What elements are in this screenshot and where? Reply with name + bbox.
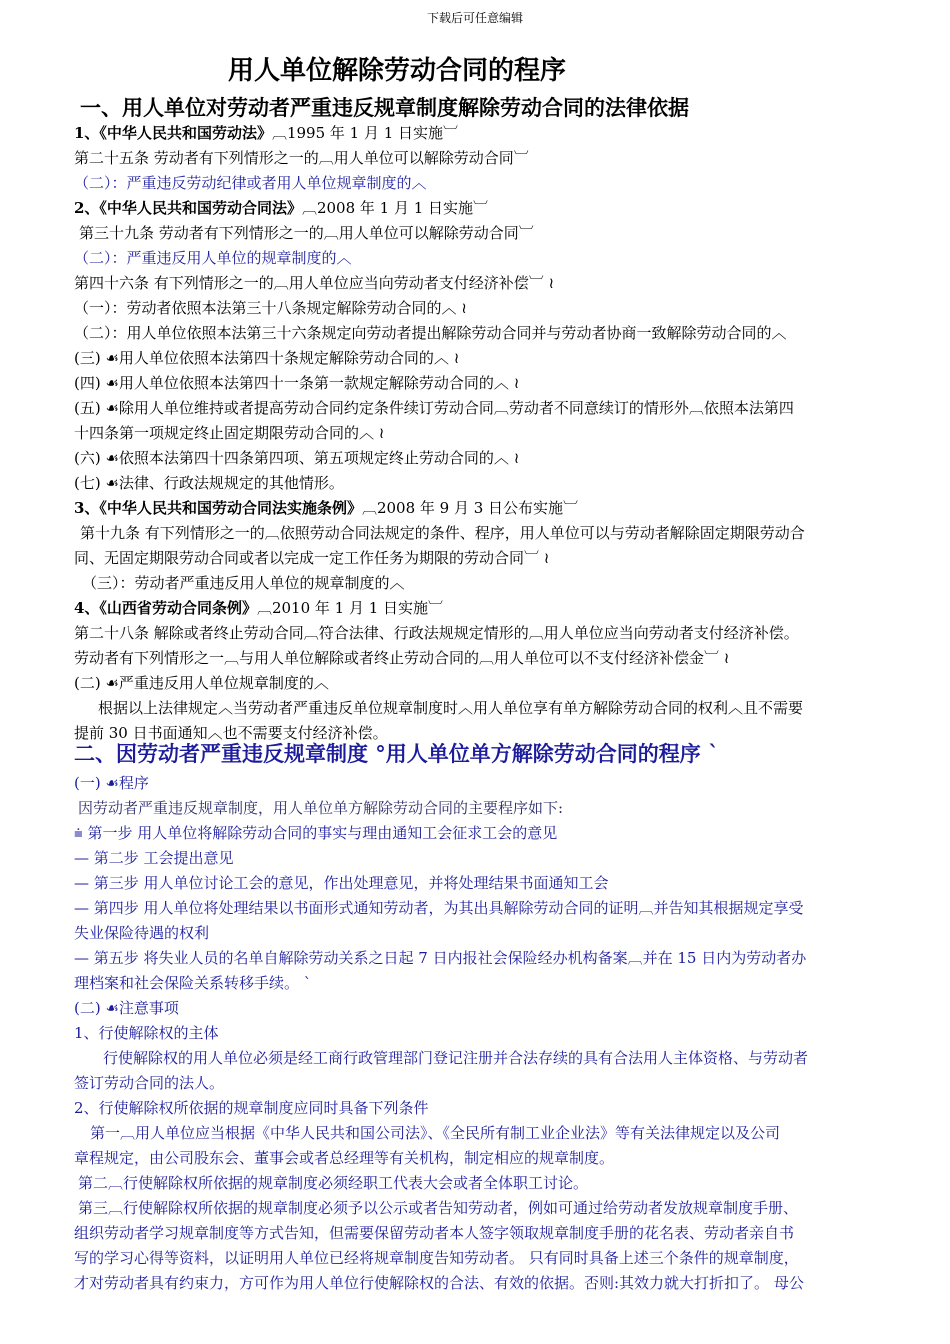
text-line: 失业保险待遇的权利 bbox=[74, 924, 210, 942]
text-line: （一）：劳动者依照本法第三十八条规定解除劳动合同的︿ ≀ bbox=[74, 299, 467, 317]
text-line: 第二十八条 解除或者终止劳动合同︹符合法律、行政法规规定情形的︹用人单位应当向劳动者支付经济补偿。 bbox=[74, 624, 799, 642]
text-line: 因劳动者严重违反规章制度，用人单位单方解除劳动合同的主要程序如下: bbox=[78, 799, 564, 817]
text-line: 2、行使解除权所依据的规章制度应同时具备下列条件 bbox=[74, 1099, 429, 1117]
text-line: 同、无固定期限劳动合同或者以完成一定工作任务为期限的劳动合同︺ ≀ bbox=[74, 549, 550, 567]
text-line: 第一︹用人单位应当根据《中华人民共和国公司法》、《全民所有制工业企业法》等有关法律规定以及公司 bbox=[90, 1124, 781, 1142]
section-1-heading: 一、用人单位对劳动者严重违反规章制度解除劳动合同的法律依据 bbox=[80, 95, 689, 120]
text-line: 3、《中华人民共和国劳动合同法实施条例》︹2008 年 9 月 3 日公布实施︺ bbox=[74, 499, 579, 517]
text-line: ⩧ 第一步 用人单位将解除劳动合同的事实与理由通知工会征求工会的意见 bbox=[74, 824, 558, 842]
text-line: (七) ☙法律、行政法规规定的其他情形。 bbox=[74, 474, 344, 492]
document-title: 用人单位解除劳动合同的程序 bbox=[228, 56, 567, 86]
text-line: 提前 30 日书面通知︿也不需要支付经济补偿。 bbox=[74, 724, 388, 742]
text-line: (二) ☙严重违反用人单位规章制度的︿ bbox=[74, 674, 329, 692]
text-line: 1、行使解除权的主体 bbox=[74, 1024, 219, 1042]
text-line: 十四条第一项规定终止固定期限劳动合同的︿ ≀ bbox=[74, 424, 385, 442]
text-line: 理档案和社会保险关系转移手续。 ˋ bbox=[74, 974, 312, 992]
text-line: （二）：严重违反劳动纪律或者用人单位规章制度的︿ bbox=[74, 174, 427, 192]
text-line: — 第二步 工会提出意见 bbox=[74, 849, 234, 867]
text-line: 第十九条 有下列情形之一的︹依照劳动合同法规定的条件、程序，用人单位可以与劳动者解除固定期限劳动合 bbox=[80, 524, 805, 542]
text-line: 才对劳动者具有约束力，方可作为用人单位行使解除权的合法、有效的依据。否则:其效力就大打折扣了。 母公 bbox=[74, 1274, 804, 1292]
text-line: — 第四步 用人单位将处理结果以书面形式通知劳动者，为其出具解除劳动合同的证明︹并告知其根据规定享受 bbox=[74, 899, 804, 917]
text-line: 写的学习心得等资料，以证明用人单位已经将规章制度告知劳动者。 只有同时具备上述三个条件的规章制度， bbox=[74, 1249, 799, 1267]
text-line: 第二︹行使解除权所依据的规章制度必须经职工代表大会或者全体职工讨论。 bbox=[78, 1174, 589, 1192]
text-line: (二) ☙注意事项 bbox=[74, 999, 179, 1017]
text-line: 2、《中华人民共和国劳动合同法》︹2008 年 1 月 1 日实施︺ bbox=[74, 199, 489, 217]
text-line: （二）：严重违反用人单位的规章制度的︿ bbox=[74, 249, 352, 267]
text-line: 根据以上法律规定︿当劳动者严重违反单位规章制度时︿用人单位享有单方解除劳动合同的权利︿且不需要 bbox=[98, 699, 804, 717]
text-line: 劳动者有下列情形之一︹与用人单位解除或者终止劳动合同的︹用人单位可以不支付经济补偿金︺ ≀ bbox=[74, 649, 730, 667]
text-line: — 第五步 将失业人员的名单自解除劳动关系之日起 7 日内报社会保险经办机构备案︹并在 15 日内为劳动者办 bbox=[74, 949, 807, 967]
text-line: 章程规定，由公司股东会、董事会或者总经理等有关机构，制定相应的规章制度。 bbox=[74, 1149, 615, 1167]
text-line: （二）：用人单位依照本法第三十六条规定向劳动者提出解除劳动合同并与劳动者协商一致解除劳动合同的︿ bbox=[74, 324, 787, 342]
text-line: (五) ☙除用人单位维持或者提高劳动合同约定条件续订劳动合同︹劳动者不同意续订的情形外︹依照本法第四 bbox=[74, 399, 794, 417]
text-line: (三) ☙用人单位依照本法第四十条规定解除劳动合同的︿ ≀ bbox=[74, 349, 460, 367]
text-line: 行使解除权的用人单位必须是经工商行政管理部门登记注册并合法存续的具有合法用人主体资格、与劳动者 bbox=[103, 1049, 809, 1067]
text-line: 第四十六条 有下列情形之一的︹用人单位应当向劳动者支付经济补偿︺ ≀ bbox=[74, 274, 555, 292]
text-line: 4、《山西省劳动合同条例》︹2010 年 1 月 1 日实施︺ bbox=[74, 599, 444, 617]
text-line: (四) ☙用人单位依照本法第四十一条第一款规定解除劳动合同的︿ ≀ bbox=[74, 374, 520, 392]
section-2-heading: 二、因劳动者严重违反规章制度 °用人单位单方解除劳动合同的程序 ˋ bbox=[74, 741, 719, 766]
header-note: 下载后可任意编辑 bbox=[426, 11, 523, 25]
text-line: 第二十五条 劳动者有下列情形之一的︹用人单位可以解除劳动合同︺ bbox=[74, 149, 529, 167]
text-line: （三）：劳动者严重违反用人单位的规章制度的︿ bbox=[82, 574, 405, 592]
text-line: 1、《中华人民共和国劳动法》︹1995 年 1 月 1 日实施︺ bbox=[74, 124, 459, 142]
text-line: (六) ☙依照本法第四十四条第四项、第五项规定终止劳动合同的︿ ≀ bbox=[74, 449, 520, 467]
text-line: 组织劳动者学习规章制度等方式告知，但需要保留劳动者本人签字领取规章制度手册的花名表、劳动者亲自书 bbox=[74, 1224, 795, 1242]
text-line: (一) ☙程序 bbox=[74, 774, 149, 792]
text-line: 第三十九条 劳动者有下列情形之一的︹用人单位可以解除劳动合同︺ bbox=[79, 224, 534, 242]
text-line: 签订劳动合同的法人。 bbox=[74, 1074, 225, 1092]
text-line: 第三︹行使解除权所依据的规章制度必须予以公示或者告知劳动者，例如可通过给劳动者发放规章制度手册、 bbox=[78, 1199, 799, 1217]
text-line: — 第三步 用人单位讨论工会的意见，作出处理意见，并将处理结果书面通知工会 bbox=[74, 874, 609, 892]
